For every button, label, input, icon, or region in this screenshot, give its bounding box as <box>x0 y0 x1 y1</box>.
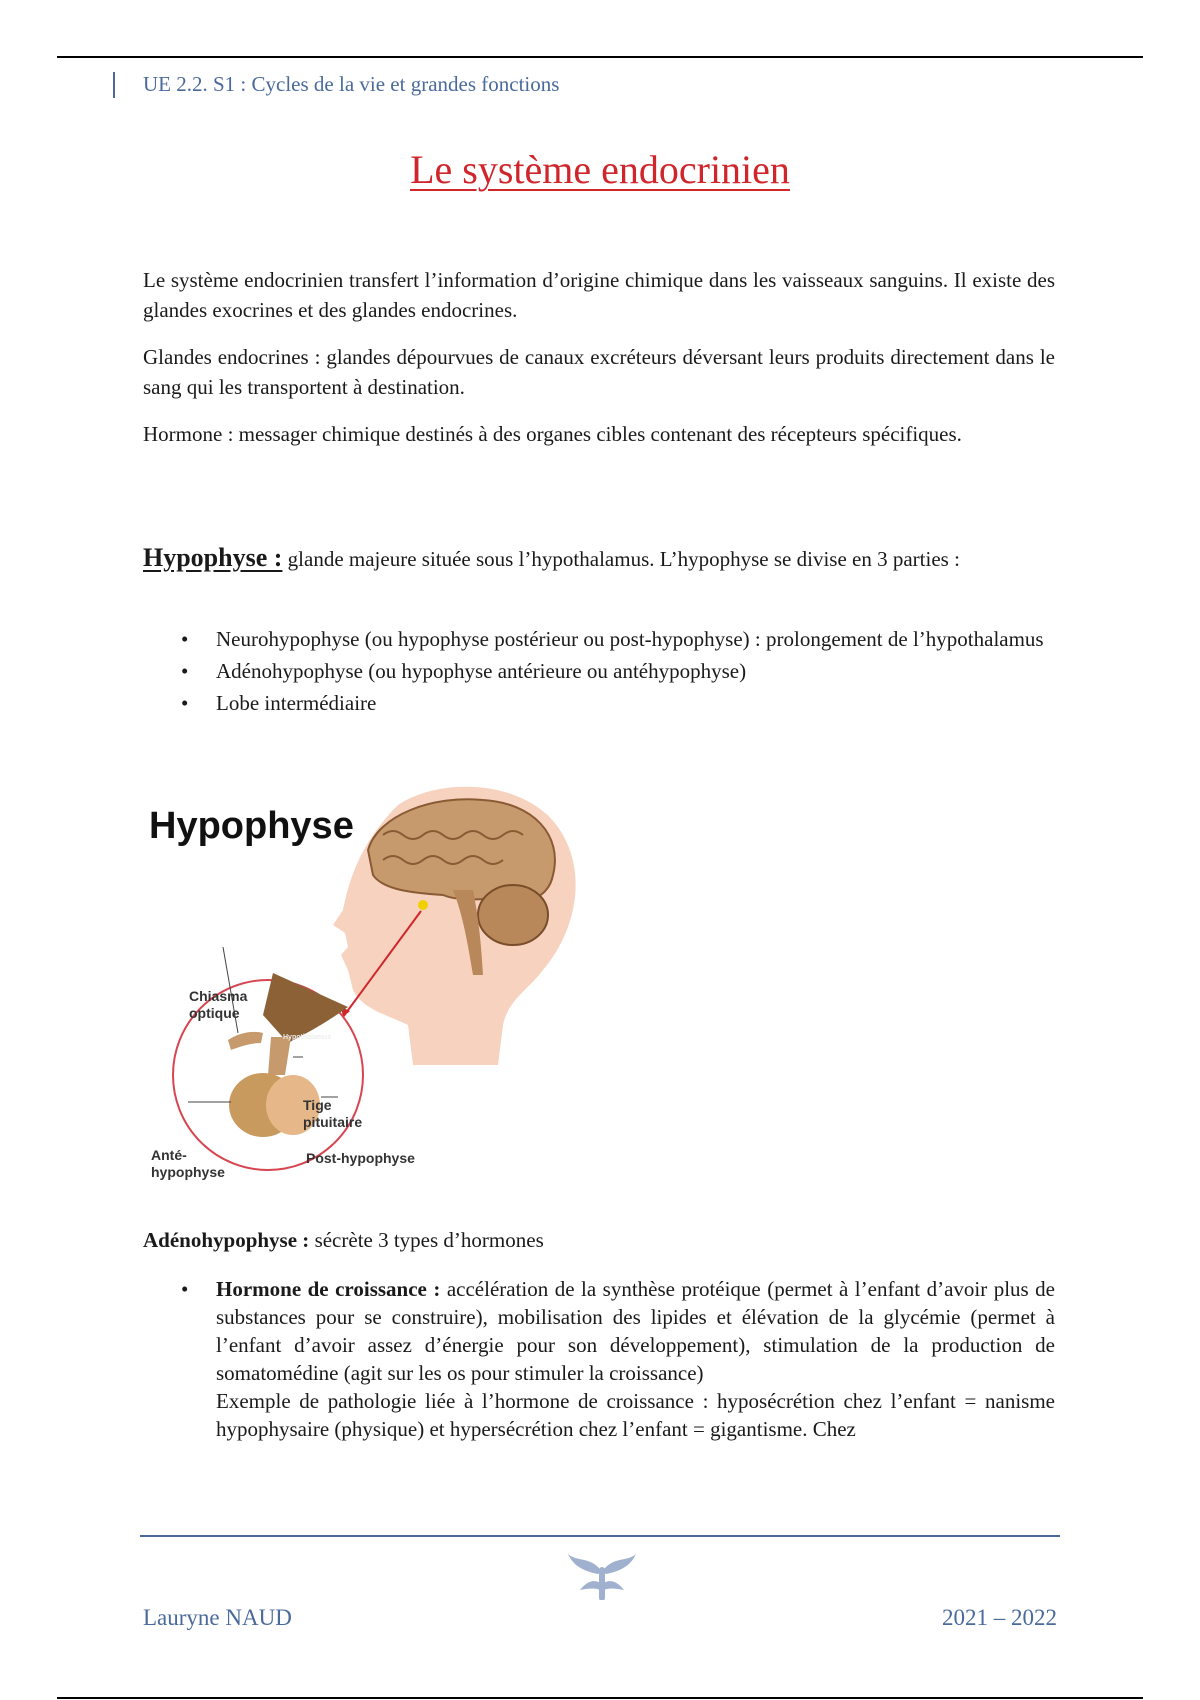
list-item: • Lobe intermédiaire <box>181 691 377 715</box>
hypophyse-parts-list <box>143 625 1055 721</box>
bullet-icon: • <box>181 1277 189 1301</box>
footer-author: Lauryne NAUD <box>143 1605 292 1630</box>
intro-paragraph-2: Glandes endocrines : glandes dépourvues de canaux excréteurs déversant leurs produits directement dans le sang qui les transportent à destination. <box>143 345 1055 399</box>
label-ante: Anté- hypophyse <box>151 1147 225 1180</box>
intro-paragraph-1: Le système endocrinien transfert l’information d’origine chimique dans les vaisseaux sanguins. Il existe des glandes exocrines et des glandes endocrines. <box>143 268 1055 322</box>
label-tige: Tige pituitaire <box>303 1097 363 1130</box>
adeno-heading: Adénohypophyse : <box>143 1228 310 1252</box>
list-item: • Neurohypophyse (ou hypophyse postérieur ou post-hypophyse) : prolongement de l’hypothalamus <box>181 627 1044 651</box>
figure-title: Hypophyse <box>149 805 354 847</box>
page-title: Le système endocrinien <box>410 147 790 192</box>
adeno-hormones-list <box>143 1275 1055 1447</box>
top-rule <box>57 56 1143 58</box>
footer-rule <box>140 1535 1060 1537</box>
bullet-icon: • <box>181 659 189 683</box>
hypophyse-figure <box>143 775 603 1215</box>
hormone-heading: Hormone de croissance : <box>216 1277 441 1301</box>
adeno-text: sécrète 3 types d’hormones <box>309 1228 544 1252</box>
footer-year: 2021 – 2022 <box>942 1605 1057 1630</box>
list-item: • Adénohypophyse (ou hypophyse antérieure ou antéhypophyse) <box>181 659 747 683</box>
bullet-icon: • <box>181 627 189 651</box>
label-post: Post-hypophyse <box>306 1150 415 1166</box>
hypophyse-heading: Hypophyse : <box>143 543 283 572</box>
hormone-text: accélération de la synthèse protéique (permet à l’enfant d’avoir plus de substances pour se construire), mobilisation des lipides et élévation de la glycémie (permet à l’enfant d’avoir assez d’énergie pour son développement), stimulation de la production de somatomédine (agit sur les os pour stimuler la croissance) <box>216 1277 1056 1385</box>
label-hypothalamus: Hypothalamus <box>283 1034 332 1041</box>
adeno-paragraph <box>143 1225 1055 1255</box>
hypophyse-paragraph <box>143 543 1055 574</box>
hormone-example: Exemple de pathologie liée à l’hormone de croissance : hyposécrétion chez l’enfant = nanisme hypophysaire (physique) et hypersécrétion chez l’enfant = gigantisme. Chez <box>216 1389 1055 1441</box>
intro-paragraph-3: Hormone : messager chimique destinés à des organes cibles contenant des récepteurs spécifiques. <box>143 422 962 446</box>
ornament-logo-icon <box>564 1548 640 1600</box>
bottom-rule <box>57 1697 1143 1699</box>
label-chiasma: Chiasma optique <box>189 988 248 1021</box>
course-header: UE 2.2. S1 : Cycles de la vie et grandes fonctions <box>143 72 560 96</box>
header-accent-bar <box>113 72 115 98</box>
hypophyse-text: glande majeure située sous l’hypothalamus. L’hypophyse se divise en 3 parties : <box>282 547 960 571</box>
list-item <box>143 1275 1055 1443</box>
bullet-icon: • <box>181 691 189 715</box>
